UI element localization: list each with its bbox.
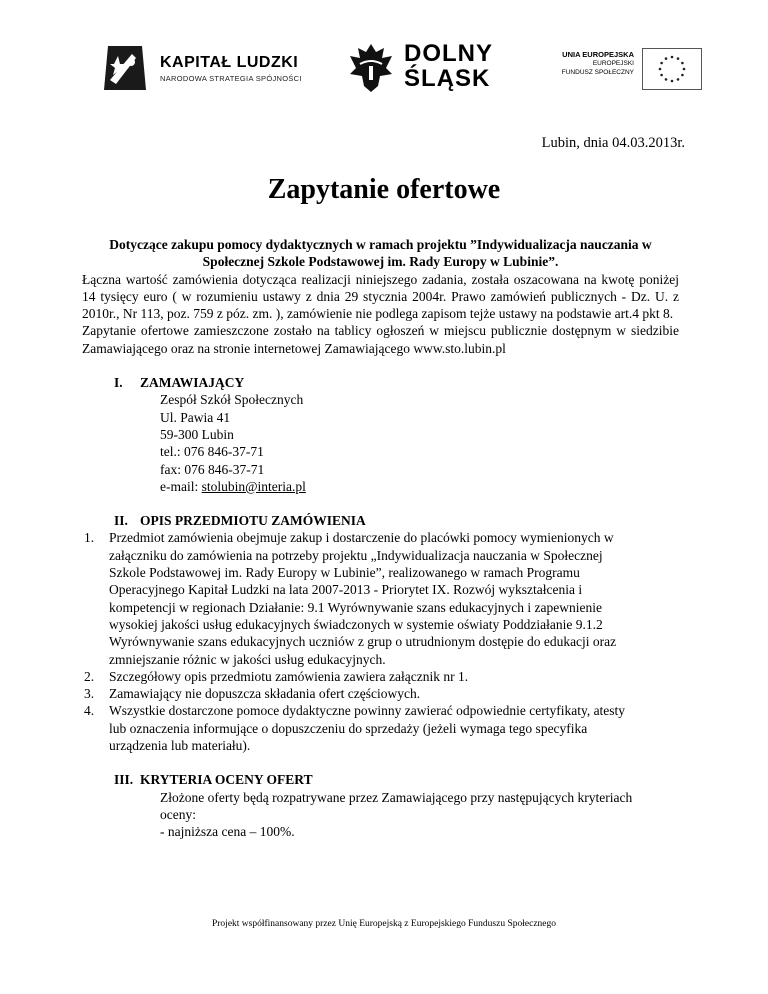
org-name: Zespół Szkół Społecznych: [160, 392, 304, 408]
section-heading: KRYTERIA OCENY OFERT: [140, 772, 313, 788]
section-order-description: [82, 512, 679, 754]
section-heading: OPIS PRZEDMIOTU ZAMÓWIENIA: [140, 513, 366, 529]
email-label: e-mail:: [160, 478, 202, 494]
eu-flag-icon: [642, 48, 702, 90]
document-date: Lubin, dnia 04.03.2013r.: [541, 135, 685, 151]
section-contracting-party: [82, 374, 679, 495]
order-items-list: [82, 529, 679, 754]
intro-paragraph-value: Łączna wartość zamówienia dotycząca realizacji niniejszego zadania, została oszacowana na kwotę poniżej 14 tysięcy euro ( w rozumieniu ustawy z dnia 29 stycznia 2004r. Prawo zamówień publicznych - Dz. U. z 2010r., Nr 113, poz. 759 z póz. zm. ), zamówienie nie podlega zapisom tejże ustawy na podstawie art.4 pkt 8.: [82, 271, 679, 322]
dolny-slask-line2: ŚLĄSK: [404, 65, 491, 92]
street: Ul. Pawia 41: [160, 409, 231, 425]
kapital-ludzki-subtitle: NARODOWA STRATEGIA SPÓJNOŚCI: [160, 74, 302, 83]
section-evaluation-criteria: [82, 771, 679, 840]
kapital-ludzki-title: KAPITAŁ LUDZKI: [160, 54, 299, 71]
list-item: 4. Wszystkie dostarczone pomoce dydaktyczne powinny zawierać odpowiednie certyfikaty, atesty lub oznaczenia informujące o dopuszczeniu do sprzedaży (jeżeli wymaga tego specyfika urządzenia lub materiału).: [84, 703, 626, 754]
logo-bar: [0, 36, 768, 106]
dolny-slask-logo: [346, 40, 516, 100]
page-footer: Projekt współfinansowany przez Unię Europejską z Europejskiego Funduszu Społecznego: [211, 919, 557, 929]
dolny-slask-line1: DOLNY: [404, 40, 493, 67]
section-number: II.: [114, 513, 128, 529]
eu-logo: [542, 44, 702, 96]
email-link[interactable]: stolubin@interia.pl: [201, 478, 306, 494]
kapital-ludzki-logo: [102, 40, 302, 100]
criterion-item: - najniższa cena – 100%.: [160, 824, 295, 840]
phone: tel.: 076 846-37-71: [160, 444, 264, 460]
fax: fax: 076 846-37-71: [160, 461, 265, 477]
eu-line3: FUNDUSZ SPOŁECZNY: [561, 69, 634, 76]
section-number: III.: [114, 772, 134, 788]
list-item: 3. Zamawiający nie dopuszcza składania ofert częściowych.: [84, 686, 421, 702]
list-item: 2. Szczegółowy opis przedmiotu zamówienia zawiera załącznik nr 1.: [84, 668, 469, 684]
document-body: [82, 236, 679, 841]
section-heading: ZAMAWIAJĄCY: [140, 375, 245, 391]
section-number: I.: [114, 375, 123, 391]
email-line: [160, 478, 679, 495]
page-title: Zapytanie ofertowe: [267, 174, 501, 205]
kapital-ludzki-emblem-icon: [102, 42, 148, 94]
criteria-text: Złożone oferty będą rozpatrywane przez Zamawiającego przy następujących kryteriach oceny:: [160, 789, 633, 822]
list-item: 1. Przedmiot zamówienia obejmuje zakup i dostarczenie do placówki pomocy wymienionych w załączniku do zamówienia na potrzeby projektu „Indywidualizacja nauczania w Społecznej Szkole Podstawowej im. Rady Europy w Lubinie”, realizowanego w ramach Programu Operacyjnego Kapitał Ludzki na lata 2007-2013 - Priorytet IX. Rozwój wykształcenia i kompetencji w regionach Działanie: 9.1 Wyrównywanie szans edukacyjnych i zapewnienie wysokiej jakości usług edukacyjnych świadczonych w systemie oświaty Poddziałanie 9.1.2 Wyrównywanie szans edukacyjnych uczniów z grup o utrudnionym dostępie do edukacji oraz zmniejszanie różnic w jakości usług edukacyjnych.: [84, 530, 617, 667]
city: 59-300 Lubin: [160, 426, 234, 442]
address-block: [82, 391, 679, 495]
document-subtitle: Dotyczące zakupu pomocy dydaktycznych w ramach projektu ”Indywidualizacja nauczania w Społecznej Szkole Podstawowej im. Rady Europy w Lubinie”.: [109, 237, 652, 270]
eu-line1: UNIA EUROPEJSKA: [562, 50, 634, 59]
intro-paragraph-publication: Zapytanie ofertowe zamieszczone zostało na tablicy ogłoszeń w miejscu publicznie dostępnym w siedzibie Zamawiającego oraz na stronie internetowej Zamawiającego www.sto.lubin.pl: [82, 323, 679, 356]
eu-line2: EUROPEJSKI: [592, 60, 634, 67]
eagle-crest-icon: [346, 40, 396, 96]
